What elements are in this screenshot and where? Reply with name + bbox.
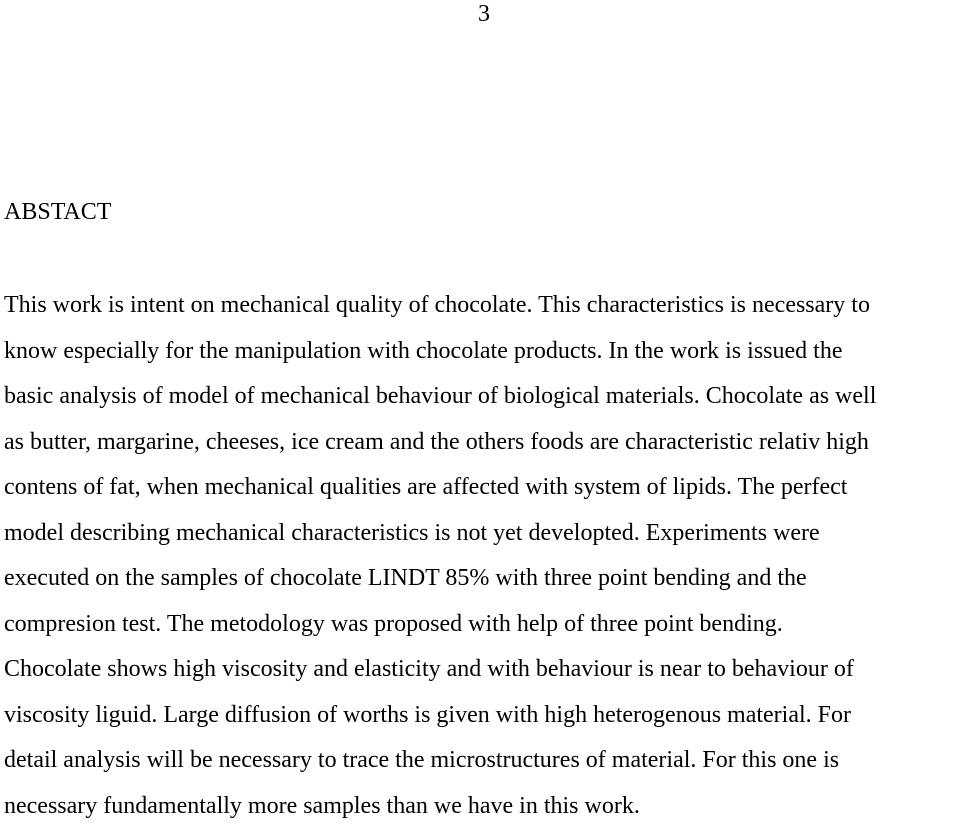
abstract-line: model describing mechanical characteristics is not yet developted. Experiments were: [4, 511, 960, 557]
abstract-line: necessary fundamentally more samples than we have in this work.: [4, 784, 960, 829]
abstract-heading: ABSTACT: [4, 198, 111, 226]
abstract-body: [4, 283, 960, 829]
abstract-line: know especially for the manipulation with chocolate products. In the work is issued the: [4, 329, 960, 375]
abstract-line: viscosity liguid. Large diffusion of worths is given with high heterogenous material. For: [4, 693, 960, 739]
page-number: 3: [0, 0, 960, 28]
abstract-line: Chocolate shows high viscosity and elasticity and with behaviour is near to behaviour of: [4, 647, 960, 693]
abstract-line: contens of fat, when mechanical qualities are affected with system of lipids. The perfect: [4, 465, 960, 511]
abstract-line: executed on the samples of chocolate LINDT 85% with three point bending and the: [4, 556, 960, 602]
abstract-line: detail analysis will be necessary to trace the microstructures of material. For this one is: [4, 738, 960, 784]
abstract-line: basic analysis of model of mechanical behaviour of biological materials. Chocolate as well: [4, 374, 960, 420]
abstract-line: This work is intent on mechanical quality of chocolate. This characteristics is necessary to: [4, 283, 960, 329]
abstract-line: compresion test. The metodology was proposed with help of three point bending.: [4, 602, 960, 648]
abstract-line: as butter, margarine, cheeses, ice cream and the others foods are characteristic relativ high: [4, 420, 960, 466]
